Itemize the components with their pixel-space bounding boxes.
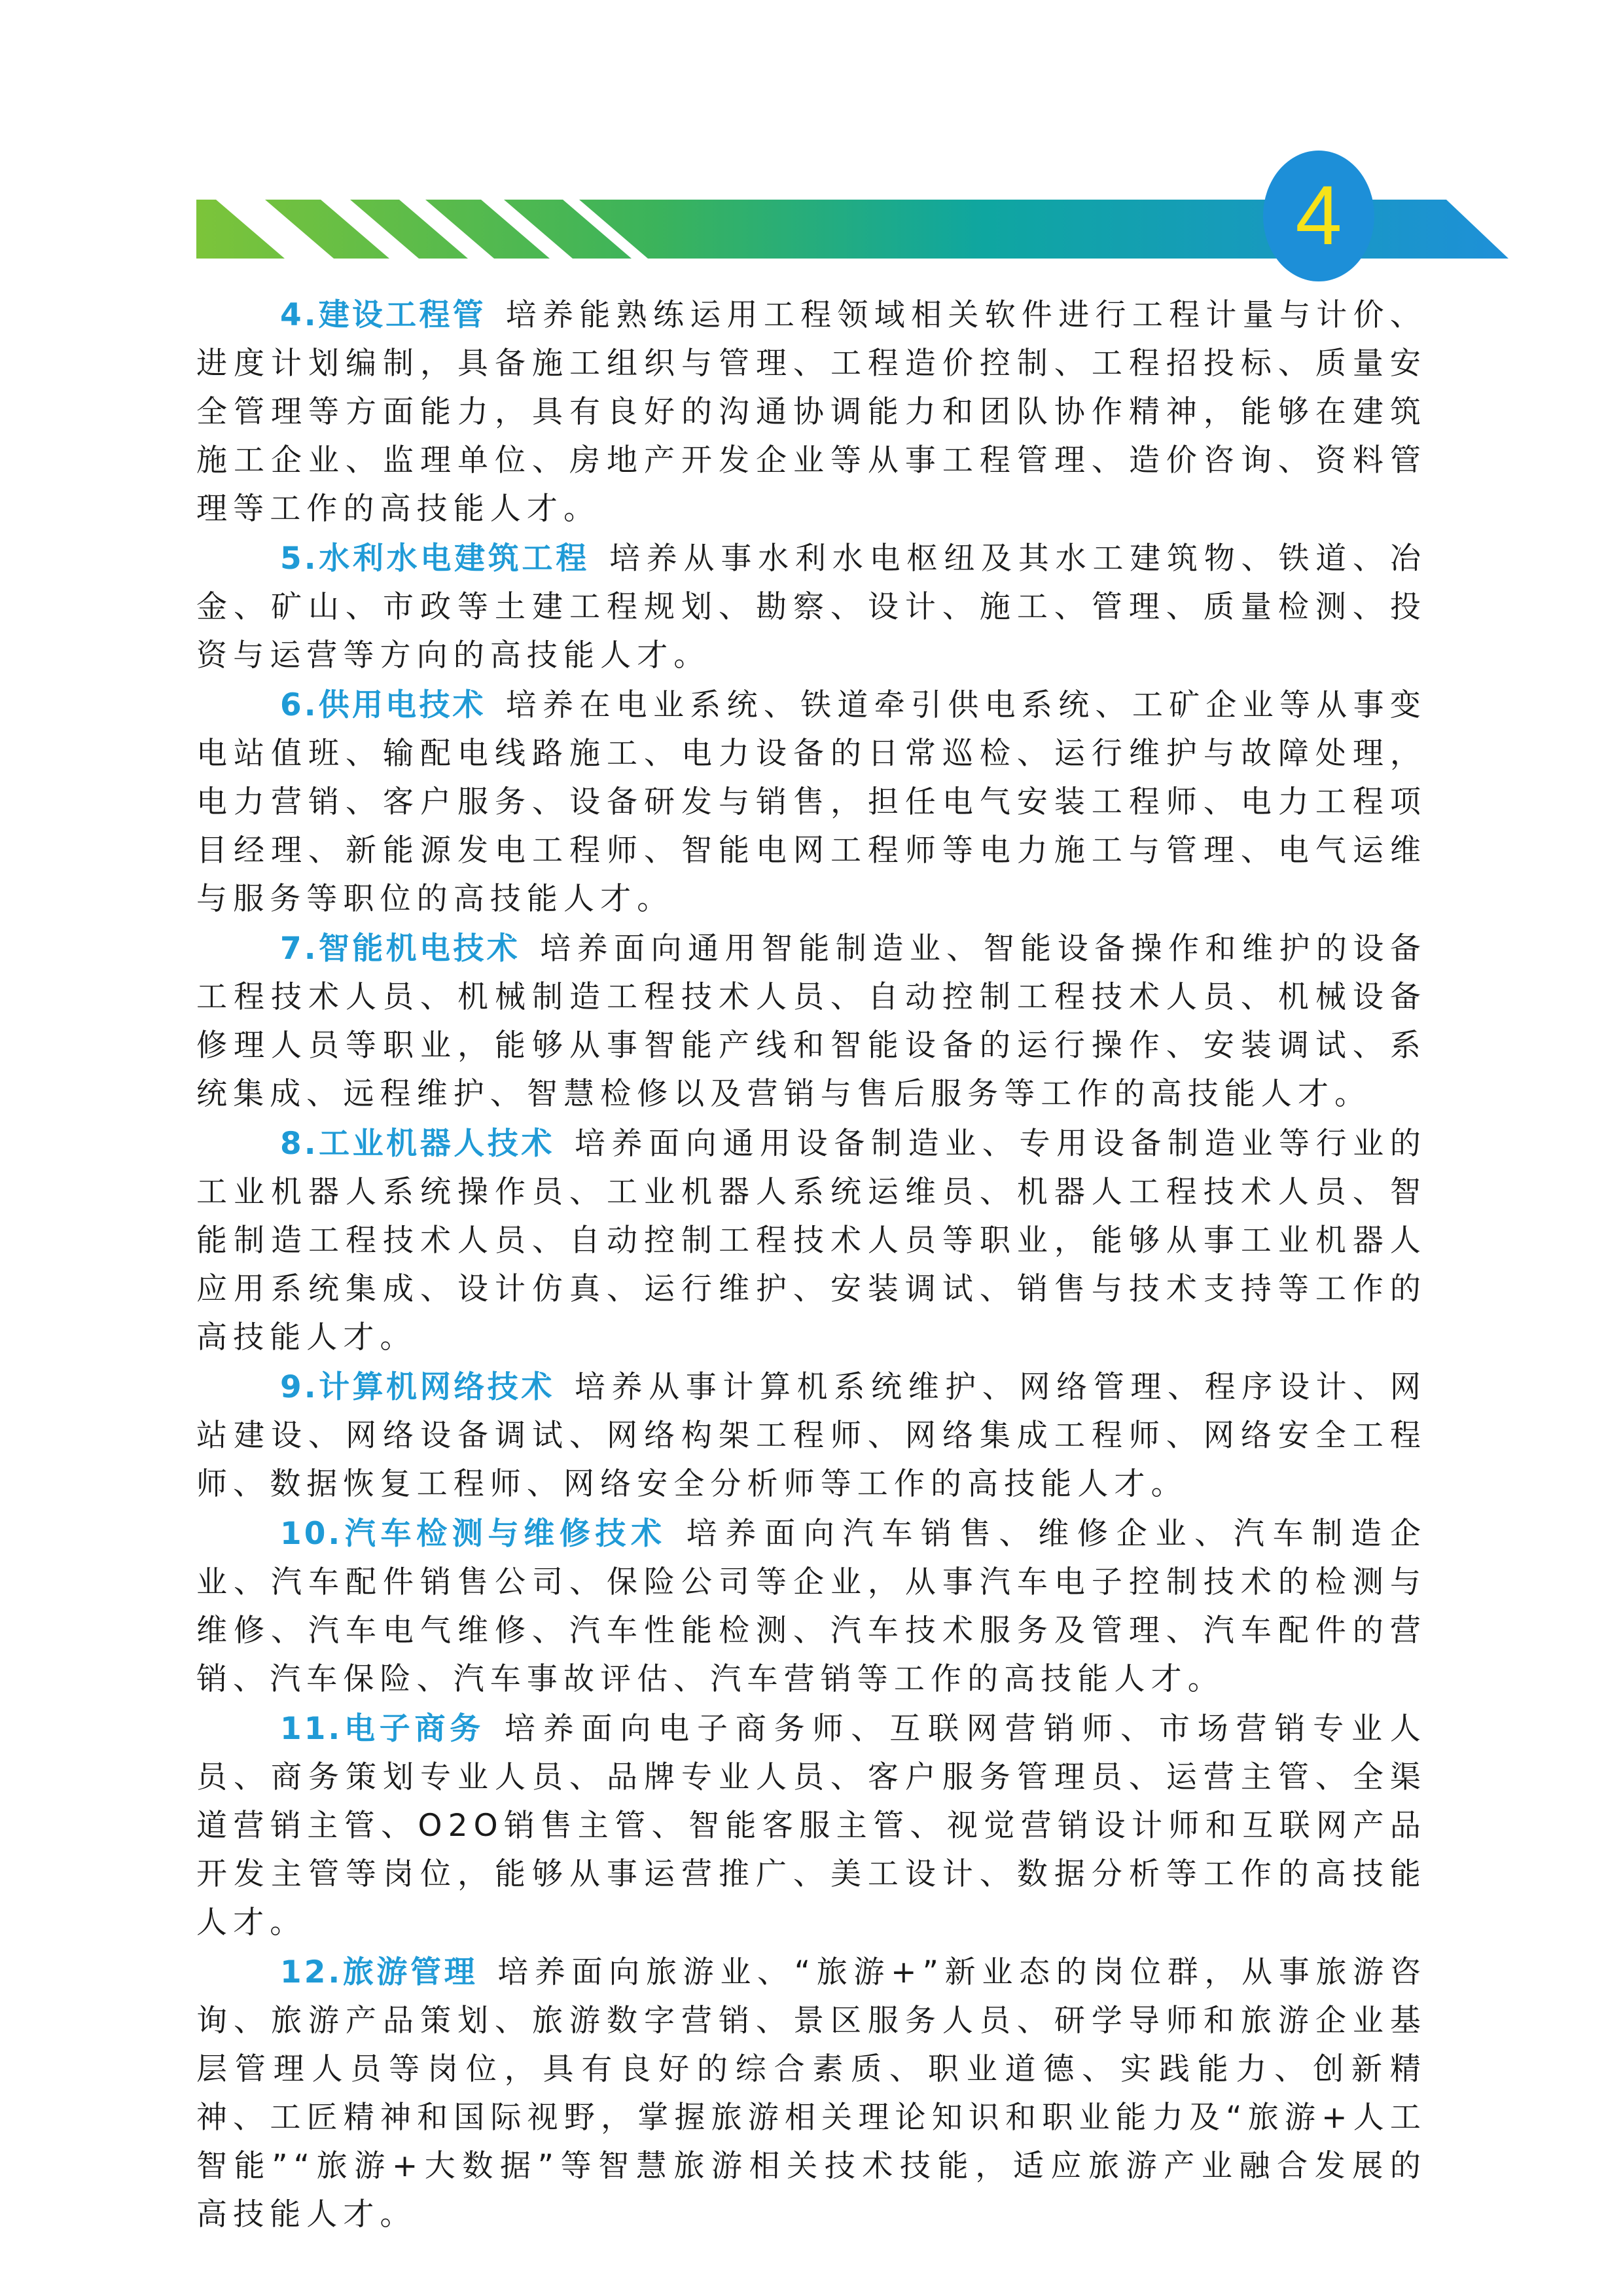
major-description: 培养从事水利水电枢纽及其水工建筑物、铁道、冶金、矿山、市政等土建工程规划、勘察、设计、施工、管理、质量检测、投资与运营等方向的高技能人才。	[196, 541, 1427, 673]
page-number-badge	[1263, 151, 1374, 281]
major-item	[196, 681, 1427, 924]
major-heading: 6.供用电技术	[280, 687, 486, 723]
major-item	[196, 925, 1427, 1119]
major-heading: 12.旅游管理	[280, 1954, 478, 1990]
major-item	[196, 1120, 1427, 1362]
major-item	[196, 291, 1427, 533]
major-heading: 9.计算机网络技术	[280, 1369, 555, 1405]
major-item	[196, 1948, 1427, 2239]
major-description: 培养面向电子商务师、互联网营销师、市场营销专业人员、商务策划专业人员、品牌专业人员、客户服务管理员、运营主管、全渠道营销主管、O2O销售主管、智能客服主管、视觉营销设计师和互联网产品开发主管等岗位，能够从事运营推广、美工设计、数据分析等工作的高技能人才。	[196, 1711, 1427, 1941]
major-description: 培养面向通用设备制造业、专用设备制造业等行业的工业机器人系统操作员、工业机器人系统运维员、机器人工程技术人员、智能制造工程技术人员、自动控制工程技术人员等职业，能够从事工业机器人应用系统集成、设计仿真、运行维护、安装调试、销售与技术支持等工作的高技能人才。	[196, 1126, 1427, 1355]
page-number: 4	[1295, 169, 1342, 262]
major-description: 培养面向汽车销售、维修企业、汽车制造企业、汽车配件销售公司、保险公司等企业，从事汽车电子控制技术的检测与维修、汽车电气维修、汽车性能检测、汽车技术服务及管理、汽车配件的营销、汽车保险、汽车事故评估、汽车营销等工作的高技能人才。	[196, 1516, 1427, 1697]
major-item	[196, 535, 1427, 680]
header-banner	[0, 0, 1623, 275]
major-list	[196, 291, 1427, 2240]
major-description: 培养从事计算机系统维护、网络管理、程序设计、网站建设、网络设备调试、网络构架工程师、网络集成工程师、网络安全工程师、数据恢复工程师、网络安全分析师等工作的高技能人才。	[196, 1369, 1427, 1502]
major-heading: 8.工业机器人技术	[280, 1126, 555, 1162]
major-heading: 10.汽车检测与维修技术	[280, 1516, 667, 1552]
major-heading: 11.电子商务	[280, 1711, 485, 1747]
major-item	[196, 1363, 1427, 1509]
major-heading: 7.智能机电技术	[280, 931, 521, 967]
major-description: 培养能熟练运用工程领域相关软件进行工程计量与计价、进度计划编制，具备施工组织与管理、工程造价控制、工程招投标、质量安全管理等方面能力，具有良好的沟通协调能力和团队协作精神，能够在建筑施工企业、监理单位、房地产开发企业等从事工程管理、造价咨询、资料管理等工作的高技能人才。	[196, 297, 1427, 527]
major-heading: 4.建设工程管	[280, 297, 486, 333]
major-description: 培养面向旅游业、“旅游+”新业态的岗位群，从事旅游咨询、旅游产品策划、旅游数字营销、景区服务人员、研学导师和旅游企业基层管理人员等岗位，具有良好的综合素质、职业道德、实践能力、创新精神、工匠精神和国际视野，掌握旅游相关理论知识和职业能力及“旅游+人工智能”“旅游+大数据”等智慧旅游相关技术技能，适应旅游产业融合发展的高技能人才。	[196, 1954, 1427, 2233]
major-item	[196, 1510, 1427, 1704]
major-heading: 5.水利水电建筑工程	[280, 541, 590, 577]
major-description: 培养面向通用智能制造业、智能设备操作和维护的设备工程技术人员、机械制造工程技术人员、自动控制工程技术人员、机械设备修理人员等职业，能够从事智能产线和智能设备的运行操作、安装调试、系统集成、远程维护、智慧检修以及营销与售后服务等工作的高技能人才。	[196, 931, 1427, 1112]
major-item	[196, 1705, 1427, 1947]
major-description: 培养在电业系统、铁道牵引供电系统、工矿企业等从事变电站值班、输配电线路施工、电力设备的日常巡检、运行维护与故障处理，电力营销、客户服务、设备研发与销售，担任电气安装工程师、电力工程项目经理、新能源发电工程师、智能电网工程师等电力施工与管理、电气运维与服务等职位的高技能人才。	[196, 687, 1427, 917]
